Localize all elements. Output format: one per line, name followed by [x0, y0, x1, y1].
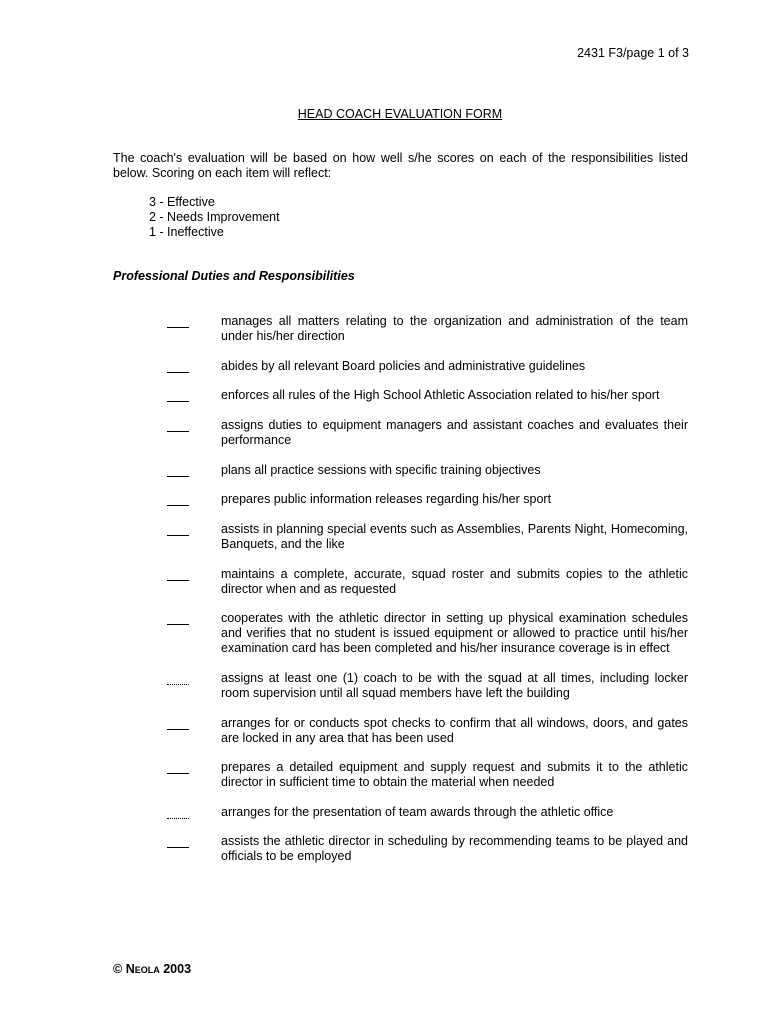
- scale-ineffective: 1 - Ineffective: [149, 225, 224, 239]
- duty-text: assigns at least one (1) coach to be with the squad at all times, including locker room supervision until all squad members have left the building: [221, 671, 688, 700]
- rating-blank[interactable]: [167, 818, 189, 819]
- rating-blank[interactable]: [167, 327, 189, 328]
- duty-text: maintains a complete, accurate, squad roster and submits copies to the athletic director when and as requested: [221, 567, 688, 596]
- rating-blank[interactable]: [167, 535, 189, 536]
- rating-blank[interactable]: [167, 729, 189, 730]
- copyright-symbol: ©: [113, 962, 123, 976]
- rating-blank[interactable]: [167, 372, 189, 373]
- rating-blank[interactable]: [167, 505, 189, 506]
- duty-text: assists in planning special events such as Assemblies, Parents Night, Homecoming, Banquets, and the like: [221, 522, 688, 551]
- copyright-year: 2003: [163, 962, 192, 976]
- duty-text: arranges for or conducts spot checks to confirm that all windows, doors, and gates are locked in any area that has been used: [221, 716, 688, 745]
- duty-text: cooperates with the athletic director in setting up physical examination schedules and verifies that no student is issued equipment or allowed to practice until his/her examination card has been completed and his/her insurance coverage is in effect: [221, 611, 688, 655]
- publisher-name: Neola: [125, 962, 160, 976]
- duty-text: enforces all rules of the High School Athletic Association related to his/her sport: [221, 388, 660, 402]
- form-title: HEAD COACH EVALUATION FORM: [297, 107, 503, 121]
- rating-scale: [149, 195, 280, 240]
- rating-blank[interactable]: [167, 624, 189, 625]
- duty-text: abides by all relevant Board policies and administrative guidelines: [221, 359, 586, 373]
- rating-blank[interactable]: [167, 431, 189, 432]
- duty-text: assigns duties to equipment managers and assistant coaches and evaluates their performance: [221, 418, 688, 447]
- rating-blank[interactable]: [167, 847, 189, 848]
- rating-blank[interactable]: [167, 684, 189, 685]
- duty-text: manages all matters relating to the organization and administration of the team under his/her direction: [221, 314, 688, 343]
- rating-blank[interactable]: [167, 580, 189, 581]
- rating-blank[interactable]: [167, 476, 189, 477]
- duty-text: prepares public information releases regarding his/her sport: [221, 492, 552, 506]
- rating-blank[interactable]: [167, 401, 189, 402]
- copyright-footer: [113, 962, 191, 976]
- section-heading: Professional Duties and Responsibilities: [113, 269, 355, 283]
- rating-blank[interactable]: [167, 773, 189, 774]
- intro-paragraph: The coach's evaluation will be based on how well s/he scores on each of the responsibilities listed below. Scoring on each item will reflect:: [113, 151, 688, 180]
- duty-text: plans all practice sessions with specific training objectives: [221, 463, 541, 477]
- scale-needs-improvement: 2 - Needs Improvement: [149, 210, 280, 224]
- page-number: 2431 F3/page 1 of 3: [577, 46, 689, 60]
- duty-text: assists the athletic director in scheduling by recommending teams to be played and officials to be employed: [221, 834, 688, 863]
- duty-text: prepares a detailed equipment and supply request and submits it to the athletic director in sufficient time to obtain the material when needed: [221, 760, 688, 789]
- duty-text: arranges for the presentation of team awards through the athletic office: [221, 805, 614, 819]
- scale-effective: 3 - Effective: [149, 195, 215, 209]
